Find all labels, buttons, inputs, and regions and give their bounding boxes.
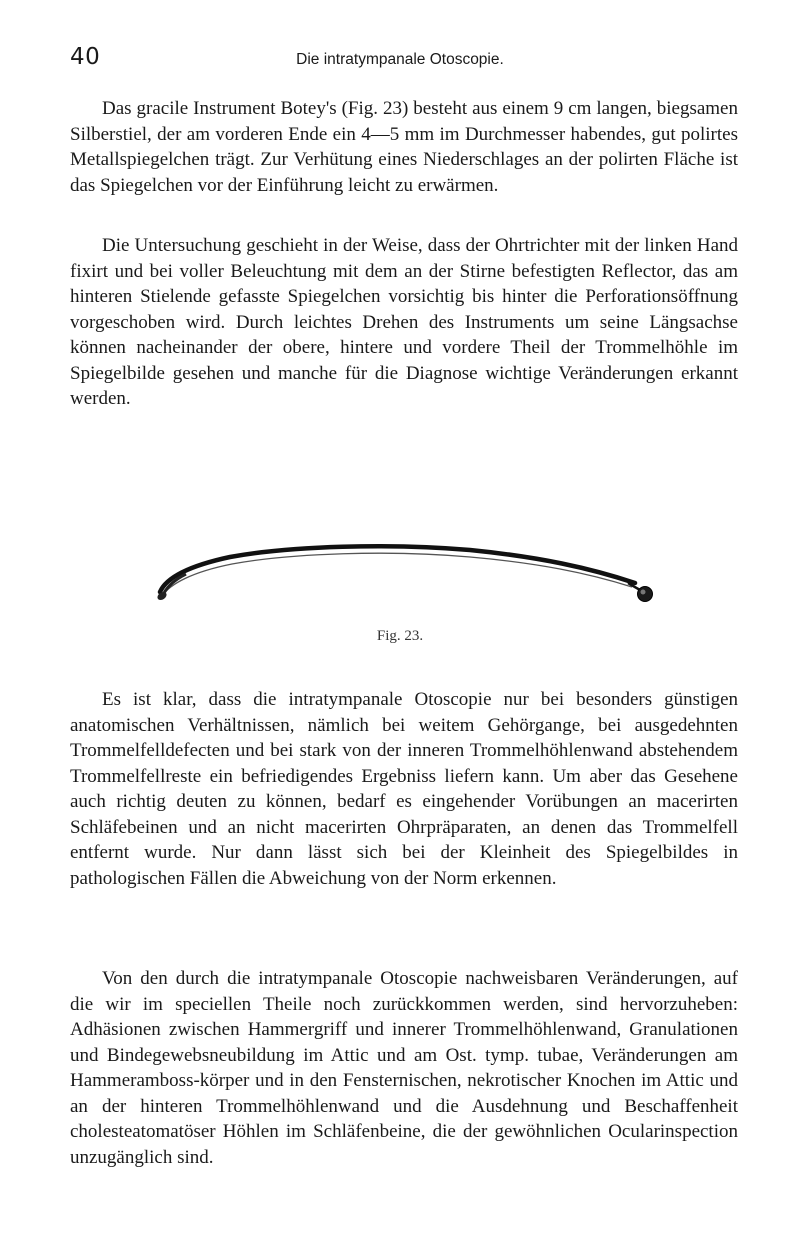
paragraph-instrument-description: Das gracile Instrument Botey's (Fig. 23) besteht aus einem 9 cm langen, biegsamen Silberstiel, der am vorderen Ende ein 4—5 mm im Durchmesser habendes, gut polirtes Metallspiegelchen trägt. Zur Verhütung eines Niederschlages an der polirten Fläche ist das Spiegelchen vor der Einführung leicht zu erwärmen.	[70, 98, 738, 196]
header-title: Die intratympanale Otoscopie.	[296, 51, 504, 68]
paragraph-detectable-changes: Von den durch die intratympanale Otoscopie nachweisbaren Veränderungen, auf die wir im speciellen Theile noch zurückkommen werden, sind hervorzuheben: Adhäsionen zwischen Hammergriff und innerer Trommelhöhlenwand, Granulationen und Bindegewebsneubildung im Attic und am Ost. tymp. tubae, Veränderungen am Hammeramboss-körper und in den Fensternischen, nekrotischer Knochen im Attic und an der hinteren Trommelhöhlenwand und die Ausdehnung und Beschaffenheit cholesteatomatöser Höhlen im Schläfenbeine, die der gewöhnlichen Ocularinspection unzugänglich sind.	[70, 968, 738, 1168]
paragraph-anatomical-conditions: Es ist klar, dass die intratympanale Otoscopie nur bei besonders günstigen anatomischen Verhältnissen, nämlich bei weitem Gehörgange, bei ausgedehnten Trommelfelldefecten und bei stark von der inneren Trommelhöhlenwand abstehendem Trommelfellreste ein befriedigendes Ergebniss liefern kann. Um aber das Gesehene auch richtig deuten zu können, bedarf es eingehender Vorübungen an macerirten Schläfebeinen und an nicht macerirten Ohrpräparaten, an denen das Trommelfell entfernt wurde. Nur dann lässt sich bei der Kleinheit des Spiegelbildes in pathologischen Fällen die Abweichung von der Norm erkennen.	[70, 689, 738, 889]
paragraph-examination-method: Die Untersuchung geschieht in der Weise, dass der Ohrtrichter mit der linken Hand fixirt und bei voller Beleuchtung mit dem an der Stirne befestigten Reflector, das am hinteren Stielende gefasste Spiegelchen vorsichtig bis hinter die Perforationsöffnung vorgeschoben wird. Durch leichtes Drehen des Instruments um seine Längsachse können nacheinander der obere, hintere und vordere Theil der Trommelhöhle im Spiegelbilde gesehen und manche für die Diagnose wichtige Veränderungen erkannt werden.	[70, 235, 738, 409]
figure-23	[140, 520, 660, 650]
running-head	[70, 44, 730, 74]
page-number: 40	[70, 44, 101, 70]
figure-caption: Fig. 23.	[376, 628, 424, 644]
silver-probe-icon	[140, 520, 660, 630]
